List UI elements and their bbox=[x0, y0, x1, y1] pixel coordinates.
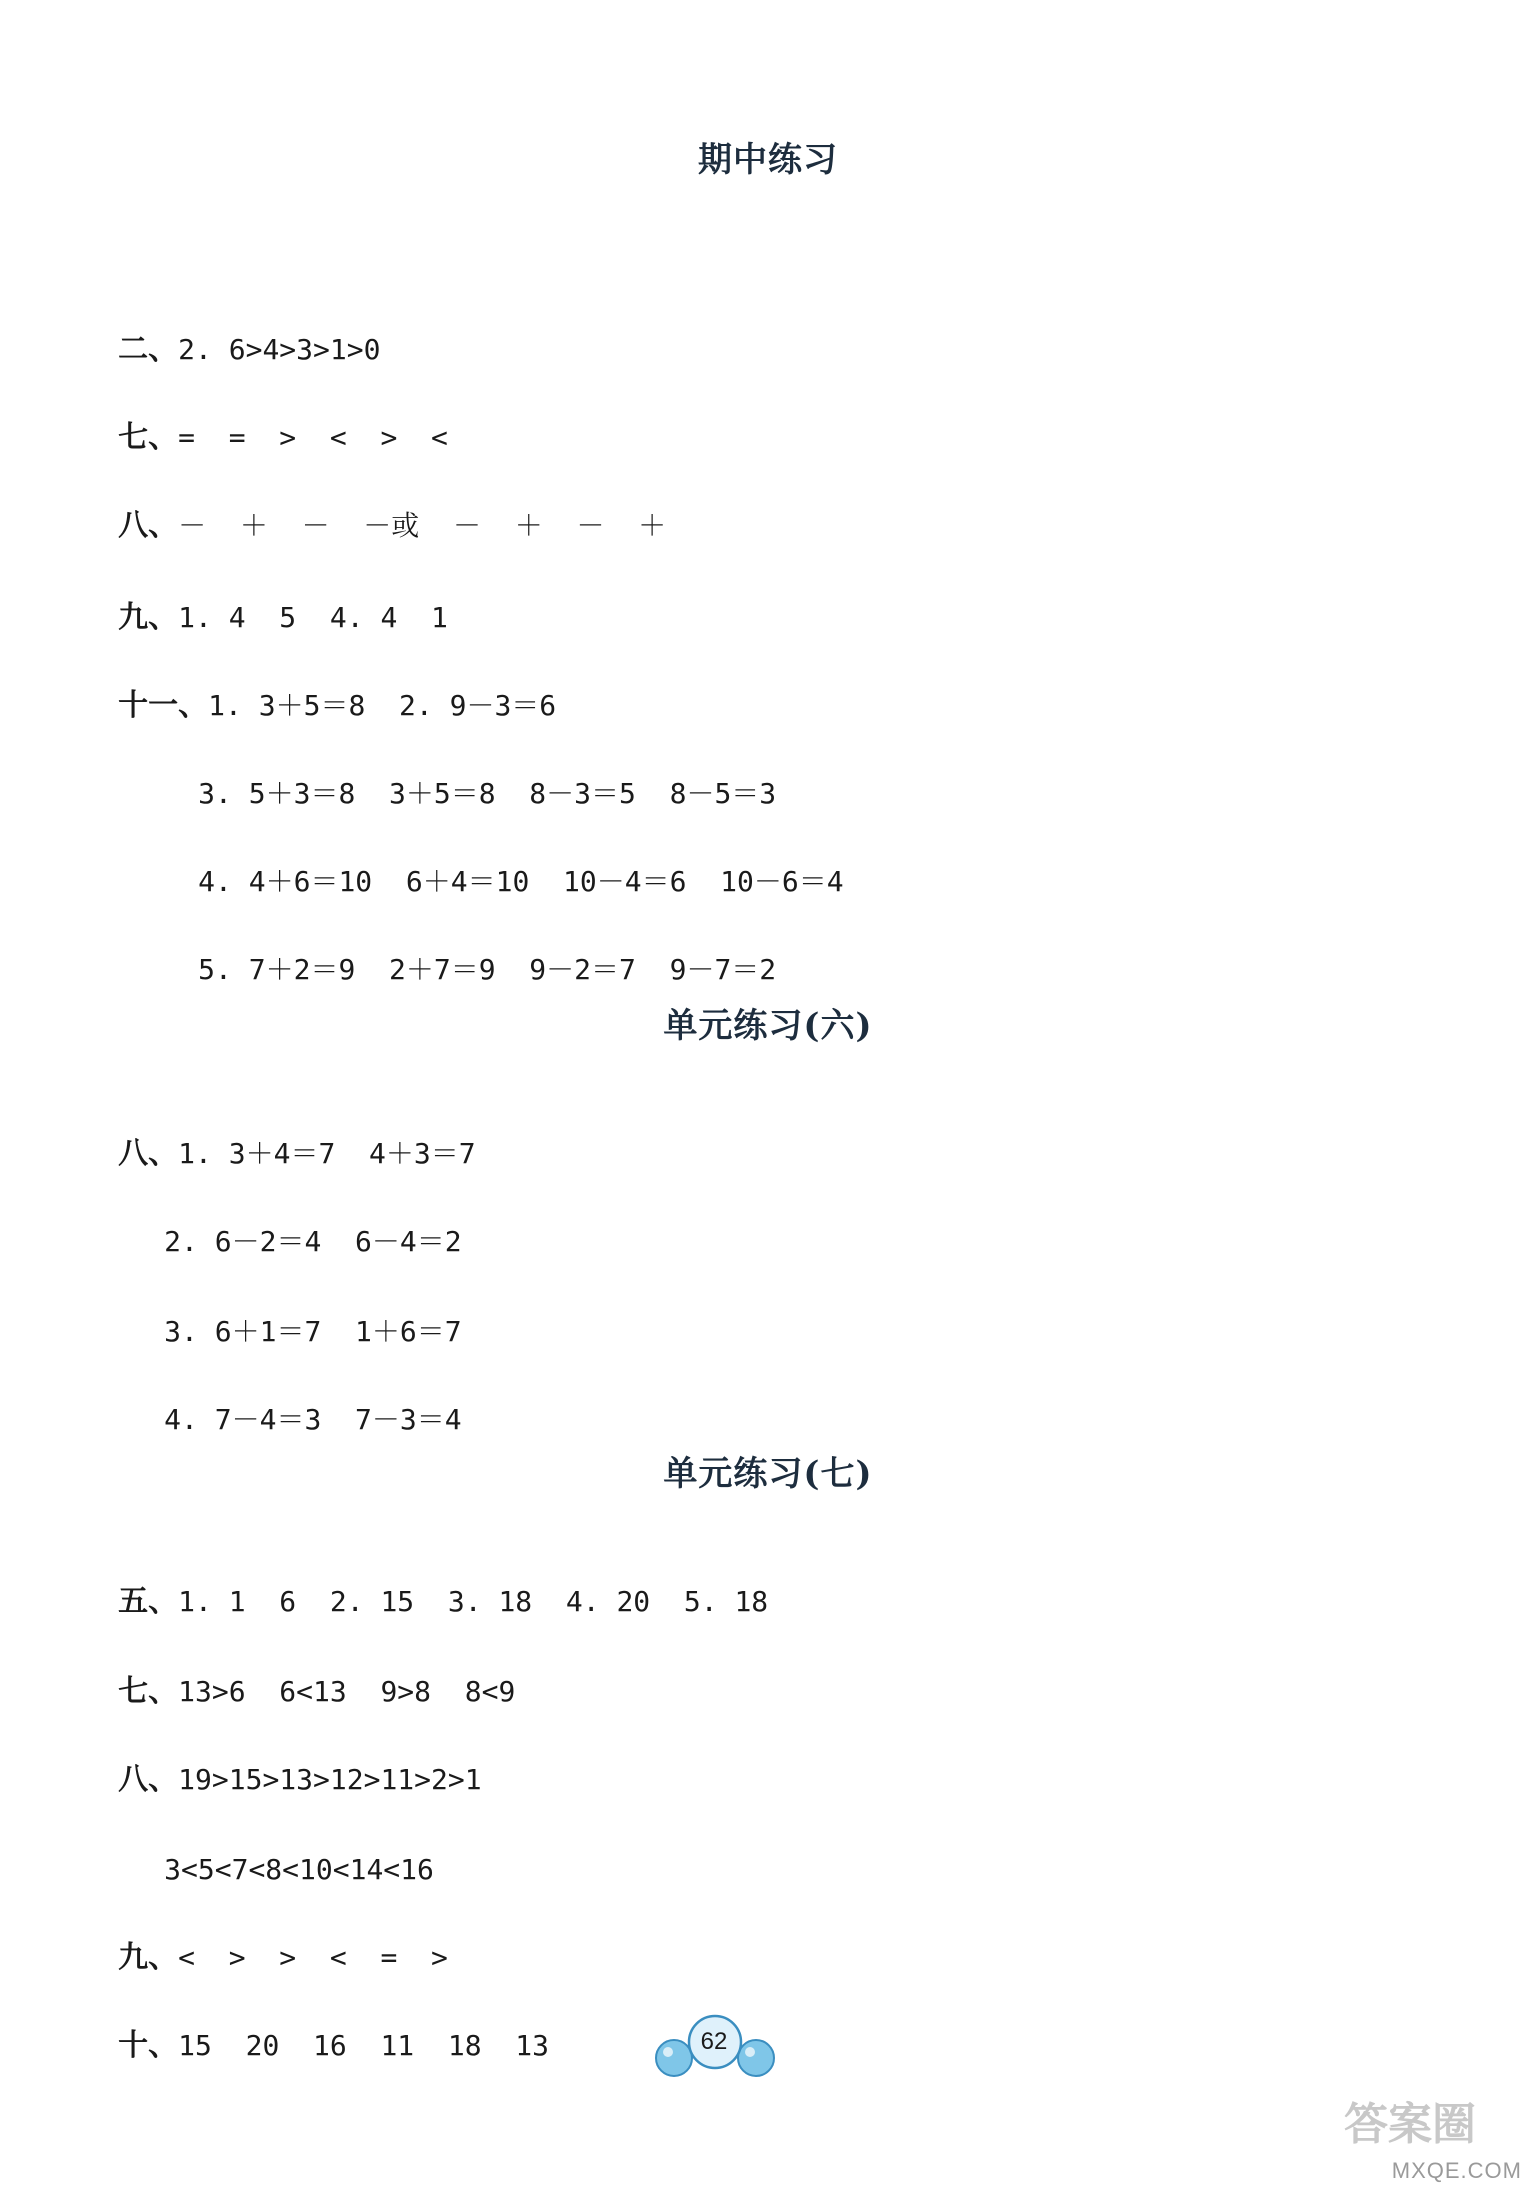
page-number: 62 bbox=[700, 2028, 728, 2055]
answer-text: < > > < = > bbox=[178, 1941, 448, 1974]
answer-text: 1. 3＋4＝7 4＋3＝7 bbox=[178, 1137, 476, 1170]
answer-line bbox=[160, 734, 777, 810]
question-label: 七、 bbox=[118, 1674, 179, 1709]
answer-text: 1. 4 5 4. 4 1 bbox=[178, 601, 448, 634]
answer-line bbox=[80, 558, 448, 635]
answer-text: 5. 7＋2＝9 2＋7＝9 9－2＝7 9－7＝2 bbox=[198, 953, 777, 986]
answer-line bbox=[80, 1986, 550, 2063]
answer-text: 3. 5＋3＝8 3＋5＝8 8－3＝5 8－5＝3 bbox=[198, 777, 777, 810]
answer-line bbox=[126, 1272, 462, 1348]
answer-text: 1. 1 6 2. 15 3. 18 4. 20 5. 18 bbox=[178, 1585, 769, 1618]
answer-line bbox=[126, 1182, 462, 1258]
answer-text: 19>15>13>12>11>2>1 bbox=[178, 1763, 482, 1796]
section-title-unit-six: 单元练习(六) bbox=[663, 1006, 873, 1046]
answer-text: 3. 6＋1＝7 1＋6＝7 bbox=[164, 1315, 462, 1348]
question-label: 二、 bbox=[118, 332, 179, 367]
answer-text: = = > < > < bbox=[178, 421, 448, 454]
question-label: 七、 bbox=[118, 420, 179, 455]
answer-line bbox=[126, 1810, 434, 1886]
answer-text: 13>6 6<13 9>8 8<9 bbox=[178, 1675, 516, 1708]
answer-line bbox=[80, 1720, 482, 1797]
answer-text: 4. 4＋6＝10 6＋4＝10 10－4＝6 10－6＝4 bbox=[198, 865, 844, 898]
question-label: 八、 bbox=[118, 508, 179, 543]
answer-text: 2. 6－2＝4 6－4＝2 bbox=[164, 1225, 462, 1258]
question-label: 五、 bbox=[118, 1584, 179, 1619]
watermark-url: MXQE.COM bbox=[1391, 2158, 1522, 2183]
answer-line bbox=[80, 1542, 769, 1619]
question-label: 九、 bbox=[118, 1940, 179, 1975]
answer-line bbox=[80, 378, 448, 455]
answer-text: 15 20 16 11 18 13 bbox=[178, 2029, 550, 2062]
answer-text: 2. 6>4>3>1>0 bbox=[178, 333, 381, 366]
answer-line bbox=[160, 910, 777, 986]
question-label: 十、 bbox=[118, 2028, 179, 2063]
answer-line bbox=[80, 1094, 476, 1171]
answer-line bbox=[160, 822, 844, 898]
answer-line bbox=[80, 1898, 448, 1975]
answer-line bbox=[126, 1360, 462, 1436]
answer-line bbox=[80, 290, 381, 367]
question-label: 八、 bbox=[118, 1762, 179, 1797]
question-label: 八、 bbox=[118, 1136, 179, 1171]
section-title-midterm: 期中练习 bbox=[698, 140, 838, 180]
question-label: 九、 bbox=[118, 600, 179, 635]
answer-text: 3<5<7<8<10<14<16 bbox=[164, 1853, 434, 1886]
answer-line bbox=[80, 646, 557, 723]
question-label: 十一、 bbox=[118, 688, 209, 723]
answer-text: － ＋ － －或 － ＋ － ＋ bbox=[178, 509, 667, 542]
answer-line bbox=[80, 1632, 516, 1709]
section-title-unit-seven: 单元练习(七) bbox=[663, 1454, 873, 1494]
answer-text: 1. 3＋5＝8 2. 9－3＝6 bbox=[208, 689, 557, 722]
watermark-logo-text: 答案圈 bbox=[1344, 2099, 1476, 2150]
answer-text: 4. 7－4＝3 7－3＝4 bbox=[164, 1403, 462, 1436]
answer-line bbox=[80, 466, 667, 543]
